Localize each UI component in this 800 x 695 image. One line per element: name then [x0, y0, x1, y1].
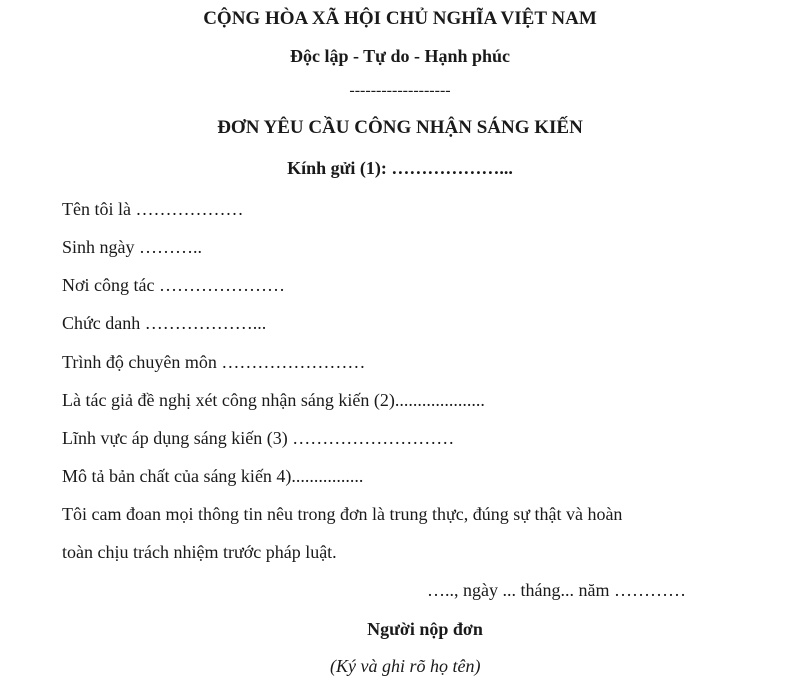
field-author: Là tác giả đề nghị xét công nhận sáng kiến (2).................... [62, 390, 485, 410]
field-application-area: Lĩnh vực áp dụng sáng kiến (3) ……………………… [62, 428, 455, 448]
field-name: Tên tôi là ……………… [62, 199, 244, 219]
document-title: ĐƠN YÊU CẦU CÔNG NHẬN SÁNG KIẾN [217, 117, 583, 138]
field-position: Chức danh ………………... [62, 313, 267, 333]
field-qualification: Trình độ chuyên môn …………………… [62, 352, 366, 372]
date-line: ….., ngày ... tháng... năm ………… [427, 580, 686, 600]
declaration-line-1: Tôi cam đoan mọi thông tin nêu trong đơn là trung thực, đúng sự thật và hoàn [62, 504, 623, 524]
field-description: Mô tả bản chất của sáng kiến 4)................ [62, 466, 364, 486]
signature-note: (Ký và ghi rõ họ tên) [330, 656, 481, 676]
declaration-line-2: toàn chịu trách nhiệm trước pháp luật. [62, 542, 337, 562]
signer-label: Người nộp đơn [367, 619, 483, 639]
field-workplace: Nơi công tác ………………… [62, 275, 285, 295]
separator-line: ------------------- [349, 82, 451, 99]
field-birthdate: Sinh ngày ……….. [62, 237, 203, 257]
country-heading: CỘNG HÒA XÃ HỘI CHỦ NGHĨA VIỆT NAM [203, 8, 597, 29]
recipient-line: Kính gửi (1): ………………... [287, 158, 513, 178]
motto: Độc lập - Tự do - Hạnh phúc [289, 46, 511, 66]
